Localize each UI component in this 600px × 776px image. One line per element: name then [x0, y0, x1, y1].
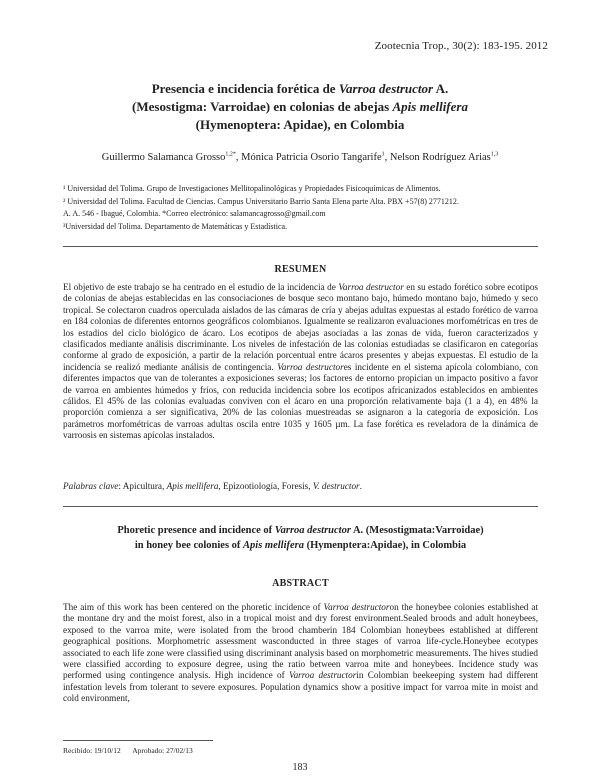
title-line-1: [70, 80, 530, 98]
english-title: [63, 524, 538, 553]
title-text: Phoretic presence and incidence of: [117, 525, 275, 536]
author-1: Guillermo Salamanca Grosso: [101, 152, 226, 163]
resumen-text: en su estado forético sobre ecotipos de colonias de abejas establecidas en las consociaciones de bosque seco montano bajo, húmedo montano bajo, húmedo y seco tropical. Se colectaron cuadros operculada aislados de las cámaras de cría y abejas adultas expuestas al estado forético de varroa en 184 colonias de diferentes entornos geográficos colombianos. Igualmente se realizaron evaluaciones morfométricas en tres de los estadios del ciclo biológico de ácaro. Los ecotipos de abejas asociadas a las zonas de vida, fueron caracterizados y clasificados mediante análisis discriminante. Los niveles de infestación de las colonias estudiadas se clasificaron en categorías conforme al grado de exposición, a partir de la relación porcentual entre ácaros presentes y abejas expuestas. El estudio de la incidencia se realizó mediante análisis de contingencia.: [63, 282, 539, 372]
keywords-species: Apis mellifera: [166, 481, 219, 491]
keywords-text: .: [359, 481, 362, 491]
author-3-affil: 1,3: [490, 151, 499, 158]
abstract-heading: ABSTRACT: [272, 578, 329, 589]
species-name: Varroa destructor: [338, 282, 404, 292]
resumen-heading: RESUMEN: [274, 264, 327, 275]
keywords-text: , Epizootiología, Foresis,: [218, 481, 313, 491]
divider: [63, 246, 538, 247]
title-text: A. (Mesostigmata:Varroidae): [350, 525, 484, 536]
title-species: Varroa destructor: [274, 525, 351, 536]
abstract-text: The aim of this work has been centered on the phoretic incidence of: [63, 602, 324, 612]
affiliations: [63, 183, 543, 233]
resumen-text: El objetivo de este trabajo se ha centrado en el estudio de la incidencia de: [63, 282, 339, 292]
resumen-body: [63, 282, 538, 442]
abstract-text: on the honeybee colonies established at the montane dry and the moist forest, also in a tropical moist and dry forest environment.Sealed broods and adult honeybees, exposed to the varroa mite, were isolated from the brood chamberin 184 Colombian honeybees established at different geographical positions. Morphometric assessment wasconducted in three stages of varroa life-cycle.Honeybee ecotypes associated to each life zone were classified using discriminant analysis based on morphometric measurements. The hives studied were classified according to exposure degree, using the ratio between varroa mite and honeybees. Incidence study was performed using contingence analysis. High incidence of: [63, 602, 539, 681]
title-line-2: [70, 98, 530, 116]
title-text: in honey bee colonies of: [134, 539, 244, 551]
title-species: Apis mellifera: [243, 539, 304, 551]
affiliation-2: ² Universidad del Tolima. Facultad de Ciencias. Campus Universitario Barrio Santa Elena parte Alta. PBX +57(8) 2771212.: [63, 196, 459, 206]
title-species: Varroa destructor: [338, 81, 434, 96]
abstract-text: in Colombian beekeeping system had different infestation levels from tolerant to severe exposures. Population dynamics show a positive impact for varroa mite in moist and cold environment,: [63, 670, 539, 704]
keywords: [63, 481, 538, 491]
affiliation-3: ³Universidad del Tolima. Departamento de Matemáticas y Estadística.: [63, 221, 288, 231]
author-3: Nelson Rodríguez Arias: [389, 152, 491, 163]
approved-date: Aprobado: 27/02/13: [132, 746, 193, 755]
species-name: Varroa destructor: [323, 602, 390, 612]
received-dates: [63, 746, 203, 755]
title-text: (Hymenptera:Apidae), in Colombia: [304, 539, 467, 551]
species-name: Varroa destructor: [277, 361, 344, 372]
author-2: Mónica Patricia Osorio Tangarife: [241, 152, 382, 163]
page-number: 183: [292, 762, 308, 773]
keywords-text: : Apicultura,: [118, 481, 167, 491]
affiliation-2-cont: A. A. 546 - Ibagué, Colombia. *Correo electrónico: salamancagrosso@gmail.com: [63, 209, 326, 219]
divider: [63, 506, 538, 507]
title-line-3: (Hymenoptera: Apidae), en Colombia: [195, 117, 405, 132]
title-text: A.: [433, 81, 449, 96]
author-list: Guillermo Salamanca Grosso$^{1,2*}$, Mónica Patricia Osorio Tangarife$^1$, Nelson Rodríguez Arias$^{1,3}$: [101, 151, 499, 163]
title-text: Presencia e incidencia forética de: [151, 81, 339, 96]
author-2-affil: 1: [381, 151, 385, 158]
author-1-affil: 1,2*: [225, 151, 236, 158]
footnote-divider: [63, 740, 213, 741]
species-name: Varroa destructor: [289, 670, 357, 681]
english-title-line-1: [63, 524, 538, 539]
received-date: Recibido: 19/10/12: [63, 746, 121, 755]
english-title-line-2: [63, 539, 538, 554]
keywords-label: Palabras clave: [63, 481, 119, 491]
title-text: (Mesostigma: Varroidae) en colonias de abejas: [132, 99, 393, 114]
journal-reference: Zootecnia Trop., 30(2): 183-195. 2012: [374, 40, 548, 52]
article-title: [70, 80, 530, 134]
keywords-species: V. destructor: [312, 481, 360, 491]
abstract-body: [63, 602, 538, 705]
affiliation-1: ¹ Universidad del Tolima. Grupo de Investigaciones Mellitopalinológicas y Propiedades Fisicoquímicas de Alimentos.: [63, 184, 441, 193]
title-species: Apis mellifera: [392, 99, 468, 114]
resumen-text: es incidente en el sistema apícola colombiano, con diferentes impactos que van de tolerantes a exposiciones severas; los factores de entorno propician un impacto positivo a favor de varroa en ambientes húmedos y fríos, con reducida incidencia sobre los ecotipos africanizados establecidos en ambientes cálidos. El 45% de las colonias evaluadas conviven con el ácaro en una proporción relativamente baja (1 a 4), en 48% la proporción comienza a ser significativa, 20% de las colonias muestreadas se asignaron a la categoría de exposición. Los parámetros morfométricas de varroas adultas oscila entre 1035 y 1605 µm. La fase forética es reveladora de la dinámica de varroosis en sistemas apícolas instalados.: [63, 361, 538, 441]
